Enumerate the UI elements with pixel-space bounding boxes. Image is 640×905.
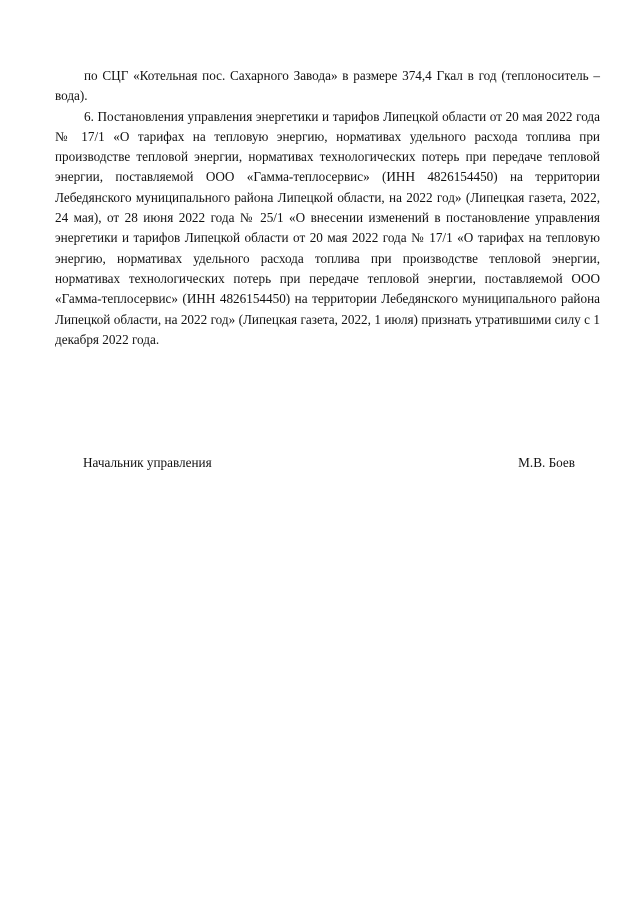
paragraph-continuation: по СЦГ «Котельная пос. Сахарного Завода» в размере 374,4 Гкал в год (теплоноситель – вода). [55, 68, 600, 104]
signatory-name: М.В. Боев [518, 455, 575, 470]
signature-block [83, 453, 575, 473]
signatory-position: Начальник управления [83, 455, 212, 470]
paragraph-item-6: 6. Постановления управления энергетики и тарифов Липецкой области от 20 мая 2022 года № 17/1 «О тарифах на тепловую энергию, нормативах удельного расхода топлива при производстве тепловой энергии, нормативах технологических потерь при передаче тепловой энергии, поставляемой ООО «Гамма-теплосервис» (ИНН 4826154450) на территории Лебедянского муниципального района Липецкой области, на 2022 год» (Липецкая газета, 2022, 24 мая), от 28 июня 2022 года № 25/1 «О внесении изменений в постановление управления энергетики и тарифов Липецкой области от 20 мая 2022 года № 17/1 «О тарифах на тепловую энергию, нормативах удельного расхода топлива при производстве тепловой энергии, нормативах технологических потерь при передаче тепловой энергии, поставляемой ООО «Гамма-теплосервис» (ИНН 4826154450) на территории Лебедянского муниципального района Липецкой области, на 2022 год» (Липецкая газета, 2022, 1 июля) признать утратившими силу с 1 декабря 2022 года. [55, 108, 600, 347]
document-body [55, 66, 600, 350]
